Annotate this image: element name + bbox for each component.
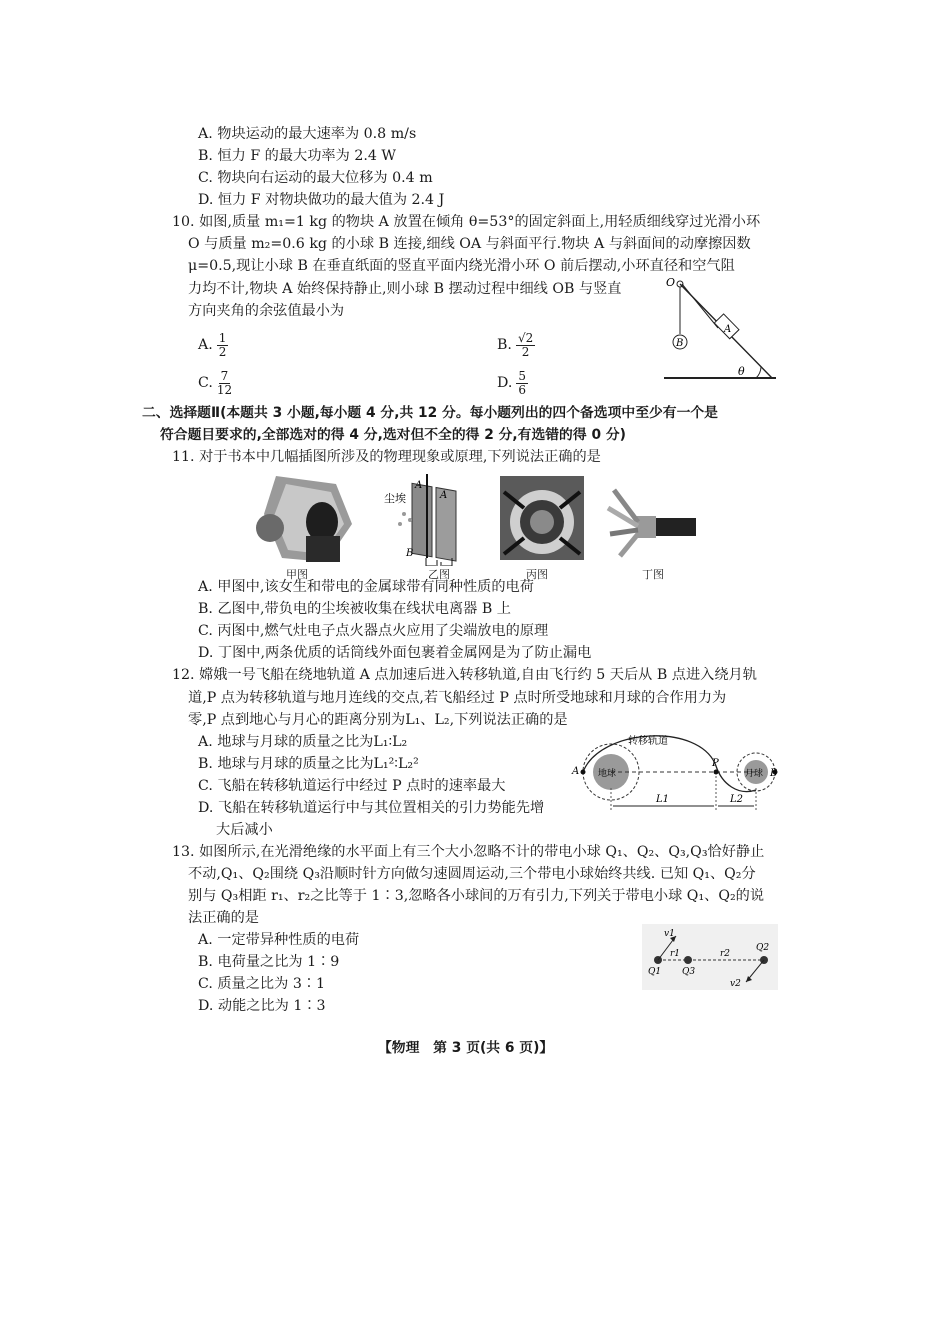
q11-stem: 11. 对于书本中几幅插图所涉及的物理现象或原理,下列说法正确的是 — [172, 449, 601, 465]
q11-option-b: B. 乙图中,带负电的尘埃被收集在线状电离器 B 上 — [198, 601, 511, 617]
q13-stem-line1: 13. 如图所示,在光滑绝缘的水平面上有三个大小忽略不计的带电小球 Q₁、Q₂、Q₃,Q₃恰好静止 — [172, 844, 765, 860]
q13-option-a: A. 一定带异种性质的电荷 — [198, 932, 360, 948]
label-transfer-orbit: 转移轨道 — [628, 736, 668, 747]
q11-figure-strip — [256, 474, 696, 581]
label-a: A — [724, 324, 732, 335]
label-point-b: B — [770, 768, 778, 779]
point-p — [714, 770, 719, 775]
caption-ding: 丁图 — [642, 568, 664, 581]
q10-option-c-denominator: 12 — [216, 382, 233, 397]
q10-option-c-numerator: 7 — [220, 368, 229, 383]
figure-yi-precipitator — [382, 474, 482, 566]
q10-option-c — [198, 368, 232, 398]
label-point-a: A — [572, 766, 580, 777]
q10-option-a-denominator: 2 — [218, 344, 227, 359]
label-l1: L1 — [656, 794, 670, 805]
label-q2: Q2 — [756, 943, 770, 953]
q9-option-b: B. 恒力 F 的最大功率为 2.4 W — [198, 148, 396, 164]
label-b-wire: B — [406, 548, 414, 559]
page-footer: 【物理 第 3 页(共 6 页)】 — [378, 1040, 554, 1056]
point-a — [581, 770, 586, 775]
label-q1: Q1 — [648, 967, 662, 977]
q10-option-d-denominator: 6 — [518, 382, 527, 397]
q10-option-a-numerator: 1 — [218, 330, 227, 345]
label-theta: θ — [738, 365, 745, 378]
figure-ding-cable — [606, 484, 696, 564]
label-a-plate-1: A — [415, 480, 423, 491]
q10-stem-line3: μ=0.5,现让小球 B 在垂直纸面的竖直平面内绕光滑小环 O 前后摆动,小环直径和空气阻 — [188, 258, 735, 274]
q10-option-b-denominator: 2 — [521, 344, 530, 359]
caption-jia: 甲图 — [286, 568, 308, 581]
label-o: O — [666, 276, 676, 289]
metal-sphere — [256, 514, 284, 542]
q10-option-d-numerator: 5 — [518, 368, 527, 383]
caption-yi: 乙图 — [428, 568, 450, 581]
label-q3: Q3 — [682, 967, 696, 977]
q13-stem-line4: 法正确的是 — [188, 910, 259, 926]
angle-arc — [756, 367, 761, 378]
label-a-plate-2: A — [440, 490, 448, 501]
section2-heading-line1: 二、选择题Ⅱ(本题共 3 小题,每小题 4 分,共 12 分。每小题列出的四个备选项中至少有一个是 — [142, 405, 718, 421]
label-b: B — [676, 338, 684, 349]
label-earth: 地球 — [598, 769, 617, 779]
q10-option-b — [497, 330, 535, 360]
label-point-p: P — [712, 758, 719, 769]
q10-stem-line2: O 与质量 m₂=0.6 kg 的小球 B 连接,细线 OA 与斜面平行.物块 A 与斜面间的动摩擦因数 — [188, 236, 751, 252]
figure-jia-photo — [256, 474, 366, 564]
q12-stem-line1: 12. 嫦娥一号飞船在绕地轨道 A 点加速后进入转移轨道,自由飞行约 5 天后从 B 点进入绕月轨 — [172, 667, 757, 683]
q13-option-b: B. 电荷量之比为 1∶9 — [198, 954, 340, 970]
q10-option-a-label: A. — [198, 337, 213, 353]
q9-option-d: D. 恒力 F 对物块做功的最大值为 2.4 J — [198, 192, 445, 208]
label-l2: L2 — [730, 794, 744, 805]
q11-option-a: A. 甲图中,该女生和带电的金属球带有同种性质的电荷 — [198, 579, 534, 595]
q10-stem-line5: 方向夹角的余弦值最小为 — [188, 303, 345, 319]
q10-option-b-numerator: √2 — [517, 330, 534, 345]
string-oa — [682, 284, 718, 328]
q10-option-a — [198, 330, 228, 360]
q10-option-d — [497, 368, 528, 398]
q11-option-d: D. 丁图中,两条优质的话筒线外面包裹着金属网是为了防止漏电 — [198, 645, 592, 661]
q12-stem-line2: 道,P 点为转移轨道与地月连线的交点,若飞船经过 P 点时所受地球和月球的合作用力为 — [188, 690, 727, 706]
label-v1: v1 — [664, 929, 675, 939]
label-v2: v2 — [730, 979, 741, 989]
figure-bing-stove — [500, 476, 584, 560]
q12-stem-line3: 零,P 点到地心与月心的距离分别为L₁、L₂,下列说法正确的是 — [188, 712, 568, 728]
q13-option-d: D. 动能之比为 1∶3 — [198, 998, 326, 1014]
q13-option-c: C. 质量之比为 3∶1 — [198, 976, 326, 992]
q13-charges-figure — [642, 924, 778, 990]
q11-option-c: C. 丙图中,燃气灶电子点火器点火应用了尖端放电的原理 — [198, 623, 549, 639]
q12-option-d-line1: D. 飞船在转移轨道运行中与其位置相关的引力势能先增 — [198, 800, 545, 816]
q9-option-c: C. 物块向右运动的最大位移为 0.4 m — [198, 170, 433, 186]
q10-option-b-label: B. — [497, 337, 512, 353]
label-moon: 月球 — [745, 769, 764, 779]
q12-option-d-line2: 大后减小 — [216, 822, 273, 838]
charge-q3 — [684, 956, 692, 964]
q10-option-c-label: C. — [198, 375, 213, 391]
q12-option-a: A. 地球与月球的质量之比为L₁∶L₂ — [198, 734, 408, 750]
q12-option-c: C. 飞船在转移轨道运行中经过 P 点时的速率最大 — [198, 778, 506, 794]
q10-incline-figure — [660, 272, 780, 384]
q10-stem-line4: 力均不计,物块 A 始终保持静止,则小球 B 摆动过程中细线 OB 与竖直 — [188, 281, 622, 297]
q12-option-b: B. 地球与月球的质量之比为L₁²∶L₂² — [198, 756, 419, 772]
label-r2: r2 — [720, 949, 731, 959]
q13-stem-line2: 不动,Q₁、Q₂围绕 Q₃沿顺时针方向做匀速圆周运动,三个带电小球始终共线. 已知 Q₁、Q₂分 — [188, 866, 756, 882]
caption-bing: 丙图 — [526, 568, 548, 581]
label-dust: 尘埃 — [384, 492, 406, 505]
q9-option-a: A. 物块运动的最大速率为 0.8 m/s — [198, 126, 417, 142]
section2-heading-line2: 符合题目要求的,全部选对的得 4 分,选对但不全的得 2 分,有选错的得 0 分) — [160, 427, 626, 443]
label-r1: r1 — [670, 949, 681, 959]
q12-orbit-figure — [570, 728, 780, 816]
q10-option-d-label: D. — [497, 375, 513, 391]
q13-stem-line3: 别与 Q₃相距 r₁、r₂之比等于 1∶3,忽略各小球间的万有引力,下列关于带电小球 Q₁、Q₂的说 — [188, 888, 765, 904]
q10-stem-line1: 10. 如图,质量 m₁=1 kg 的物块 A 放置在倾角 θ=53°的固定斜面上,用轻质细线穿过光滑小环 — [172, 214, 761, 230]
